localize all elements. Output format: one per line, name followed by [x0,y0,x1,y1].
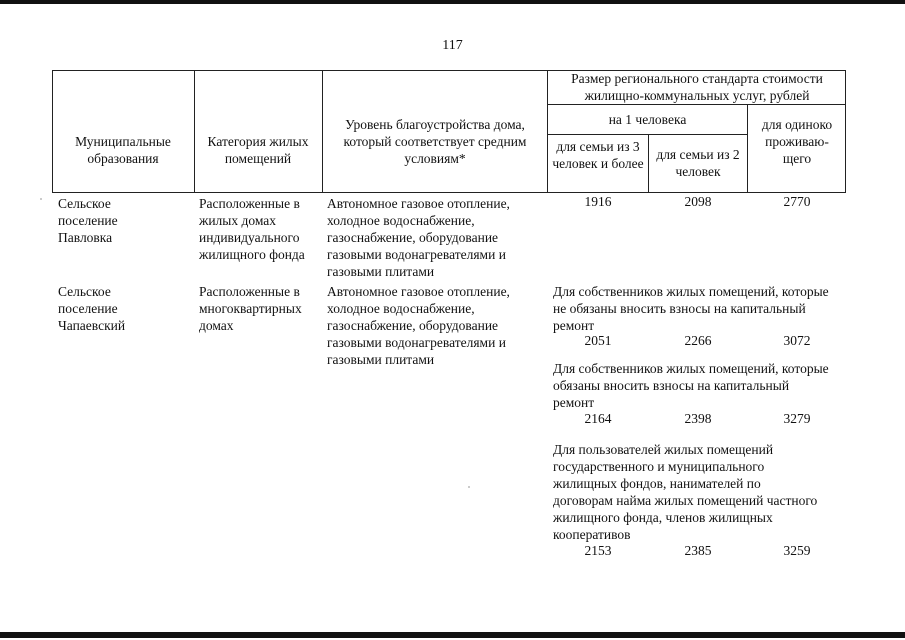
row1-family2-value: 2098 [684,194,712,209]
row2-group1-note: Для собственников жилых помещений, которые не обязаны вносить взносы на капитальный ремонт [553,284,829,333]
header-category: Категория жилых помещений [207,134,309,166]
header-municipality: Муниципальные образования [75,134,171,166]
row2-group3-family2-value: 2385 [684,543,712,558]
row2-group2-family2-value: 2398 [684,411,712,426]
scan-speck [468,486,470,488]
header-single: для одиноко проживаю-щего [761,117,833,166]
row2-group2-single-value: 3279 [783,411,811,426]
row2-group3-single-value: 3259 [783,543,811,558]
scan-speck [40,198,42,200]
group-header-line [547,104,846,105]
page-number: 117 [442,38,463,53]
row2-group3-note: Для пользователей жилых помещений государственного и муниципального жилищных фондов, нанимателей по договорам найма жилых помещений частного жилищного фонда, членов жилищных кооперативов [553,442,818,542]
table-header-bottom-line [52,192,846,193]
row2-group1-family2-value: 2266 [684,333,712,348]
top-border [0,0,905,4]
row1-family3-value: 1916 [584,194,612,209]
row2-level: Автономное газовое отопление, холодное водоснабжение, газоснабжение, оборудование газовыми водонагревателями и газовыми плитами [327,284,510,367]
bottom-border [0,632,905,638]
table-right-line [845,70,846,193]
subgroup-header-line [547,134,747,135]
row2-municipality: Сельское поселение Чапаевский [58,284,126,333]
col-divider-4 [648,134,649,193]
row2-group2-family3-value: 2164 [584,411,612,426]
col-divider-1 [194,70,195,193]
col-divider-5 [747,104,748,193]
table-left-line [52,70,53,193]
row2-category: Расположенные в многоквартирных домах [199,284,302,333]
row2-group2-note: Для собственников жилых помещений, которые обязаны вносить взносы на капитальный ремонт [553,361,829,410]
row2-group3-family3-value: 2153 [584,543,612,558]
header-family-2: для семьи из 2 человек [656,147,740,179]
row1-level: Автономное газовое отопление, холодное водоснабжение, газоснабжение, оборудование газовыми водонагревателями и газовыми плитами [327,196,510,279]
col-divider-3 [547,70,548,193]
row1-category: Расположенные в жилых домах индивидуального жилищного фонда [199,196,305,262]
row1-municipality: Сельское поселение Павловка [58,196,118,245]
header-level: Уровень благоустройства дома, который соответствует средним условиям* [343,117,527,166]
row2-group1-family3-value: 2051 [584,333,612,348]
header-per-person: на 1 человека [608,112,687,127]
header-family-3: для семьи из 3 человек и более [552,139,644,171]
row2-group1-single-value: 3072 [783,333,811,348]
header-standard-size: Размер регионального стандарта стоимости жилищно-коммунальных услуг, рублей [571,71,823,103]
col-divider-2 [322,70,323,193]
row1-single-value: 2770 [783,194,811,209]
